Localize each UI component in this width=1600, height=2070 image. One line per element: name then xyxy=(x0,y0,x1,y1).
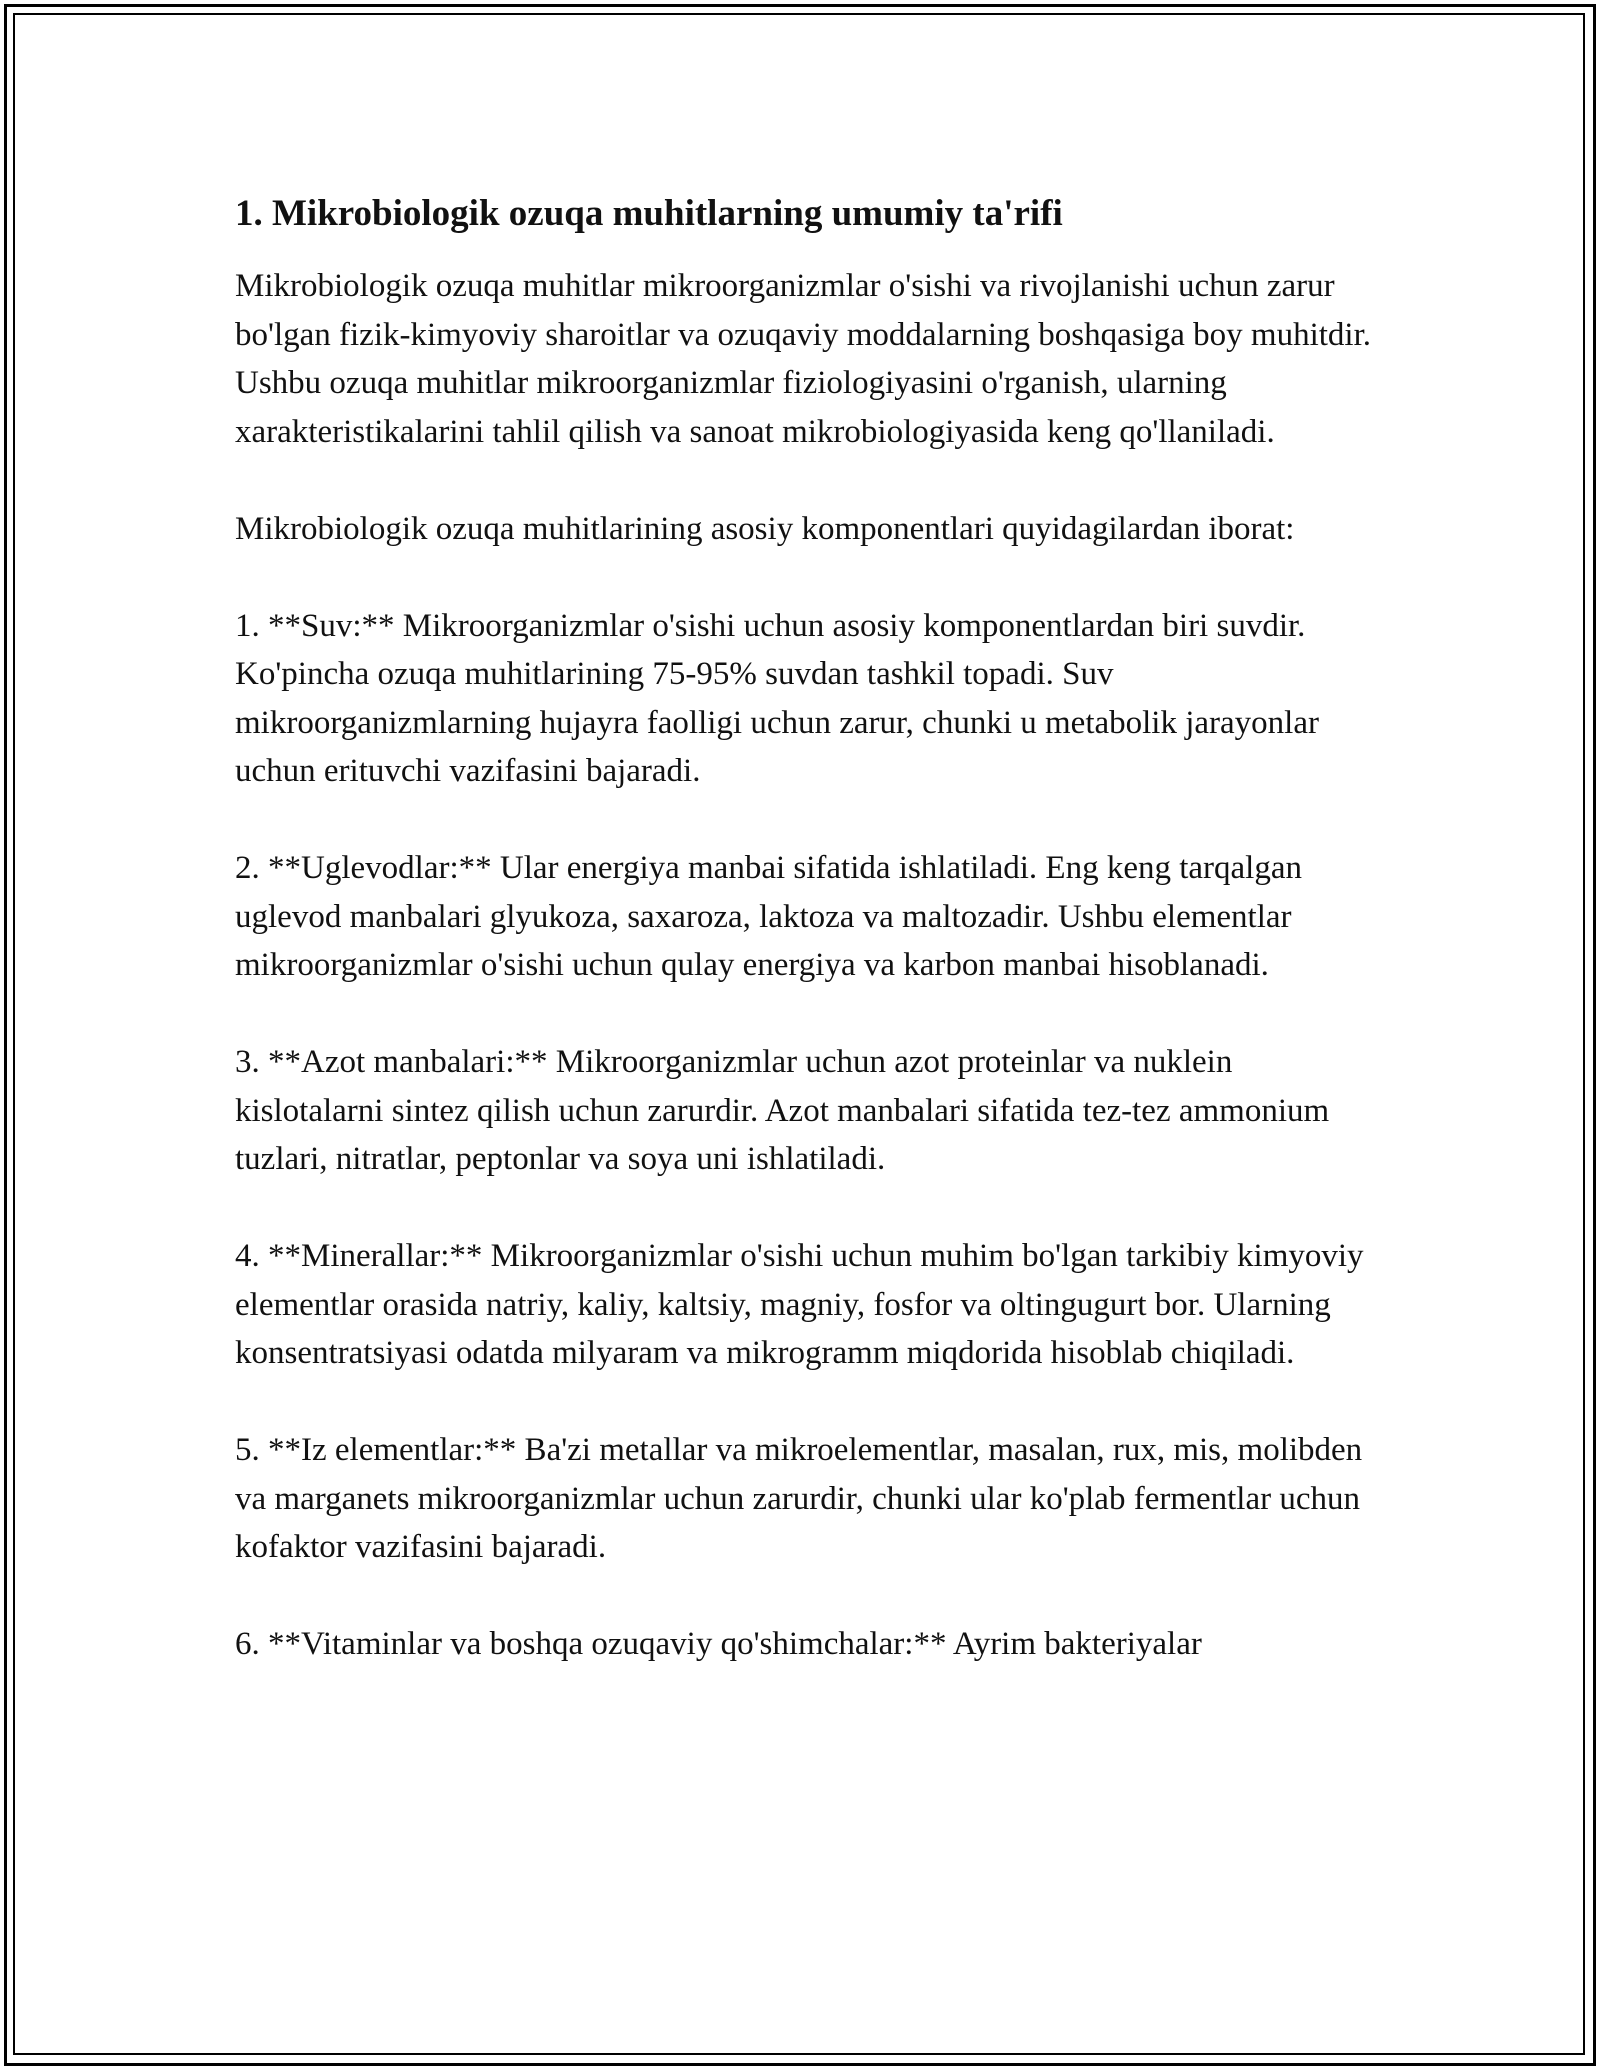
paragraph-intro: Mikrobiologik ozuqa muhitlar mikroorganizmlar o'sishi va rivojlanishi uchun zarur bo'lgan fizik-kimyoviy sharoitlar va ozuqaviy moddalarning boshqasiga boy muhitdir. Ushbu ozuqa muhitlar mikroorganizmlar fiziologiyasini o'rganish, ularning xarakteristikalarini tahlil qilish va sanoat mikrobiologiyasida keng qo'llaniladi. xyxy=(235,268,1371,450)
section-heading: 1. Mikrobiologik ozuqa muhitlarning umumiy ta'rifi xyxy=(235,193,1063,234)
list-item-carbohydrates: 2. **Uglevodlar:** Ular energiya manbai sifatida ishlatiladi. Eng keng tarqalgan uglevod manbalari glyukoza, saxaroza, laktoza va maltozadir. Ushbu elementlar mikroorganizmlar o'sishi uchun qulay energiya va karbon manbai hisoblanadi. xyxy=(235,850,1302,983)
list-item-minerals: 4. **Minerallar:** Mikroorganizmlar o'sishi uchun muhim bo'lgan tarkibiy kimyoviy elementlar orasida natriy, kaliy, kaltsiy, magniy, fosfor va oltingugurt bor. Ularning konsentratsiyasi odatda milyaram va mikrogramm miqdorida hisoblab chiqiladi. xyxy=(235,1238,1364,1371)
list-item-trace-elements: 5. **Iz elementlar:** Ba'zi metallar va mikroelementlar, masalan, rux, mis, molibden va marganets mikroorganizmlar uchun zarurdir, chunki ular ko'plab fermentlar uchun kofaktor vazifasini bajaradi. xyxy=(235,1432,1363,1565)
list-item-vitamins: 6. **Vitaminlar va boshqa ozuqaviy qo'shimchalar:** Ayrim bakteriyalar xyxy=(235,1626,1202,1662)
list-item-water: 1. **Suv:** Mikroorganizmlar o'sishi uchun asosiy komponentlardan biri suvdir. Ko'pincha ozuqa muhitlarining 75-95% suvdan tashkil topadi. Suv mikroorganizmlarning hujayra faolligi uchun zarur, chunki u metabolik jarayonlar uchun erituvchi vazifasini bajaradi. xyxy=(235,607,1319,789)
list-item-nitrogen: 3. **Azot manbalari:** Mikroorganizmlar uchun azot proteinlar va nuklein kislotalarni sintez qilish uchun zarurdir. Azot manbalari sifatida tez-tez ammonium tuzlari, nitratlar, peptonlar va soya uni ishlatiladi. xyxy=(235,1044,1330,1177)
document-body xyxy=(235,186,1375,1717)
paragraph-components-intro: Mikrobiologik ozuqa muhitlarining asosiy komponentlari quyidagilardan iborat: xyxy=(235,510,1295,547)
